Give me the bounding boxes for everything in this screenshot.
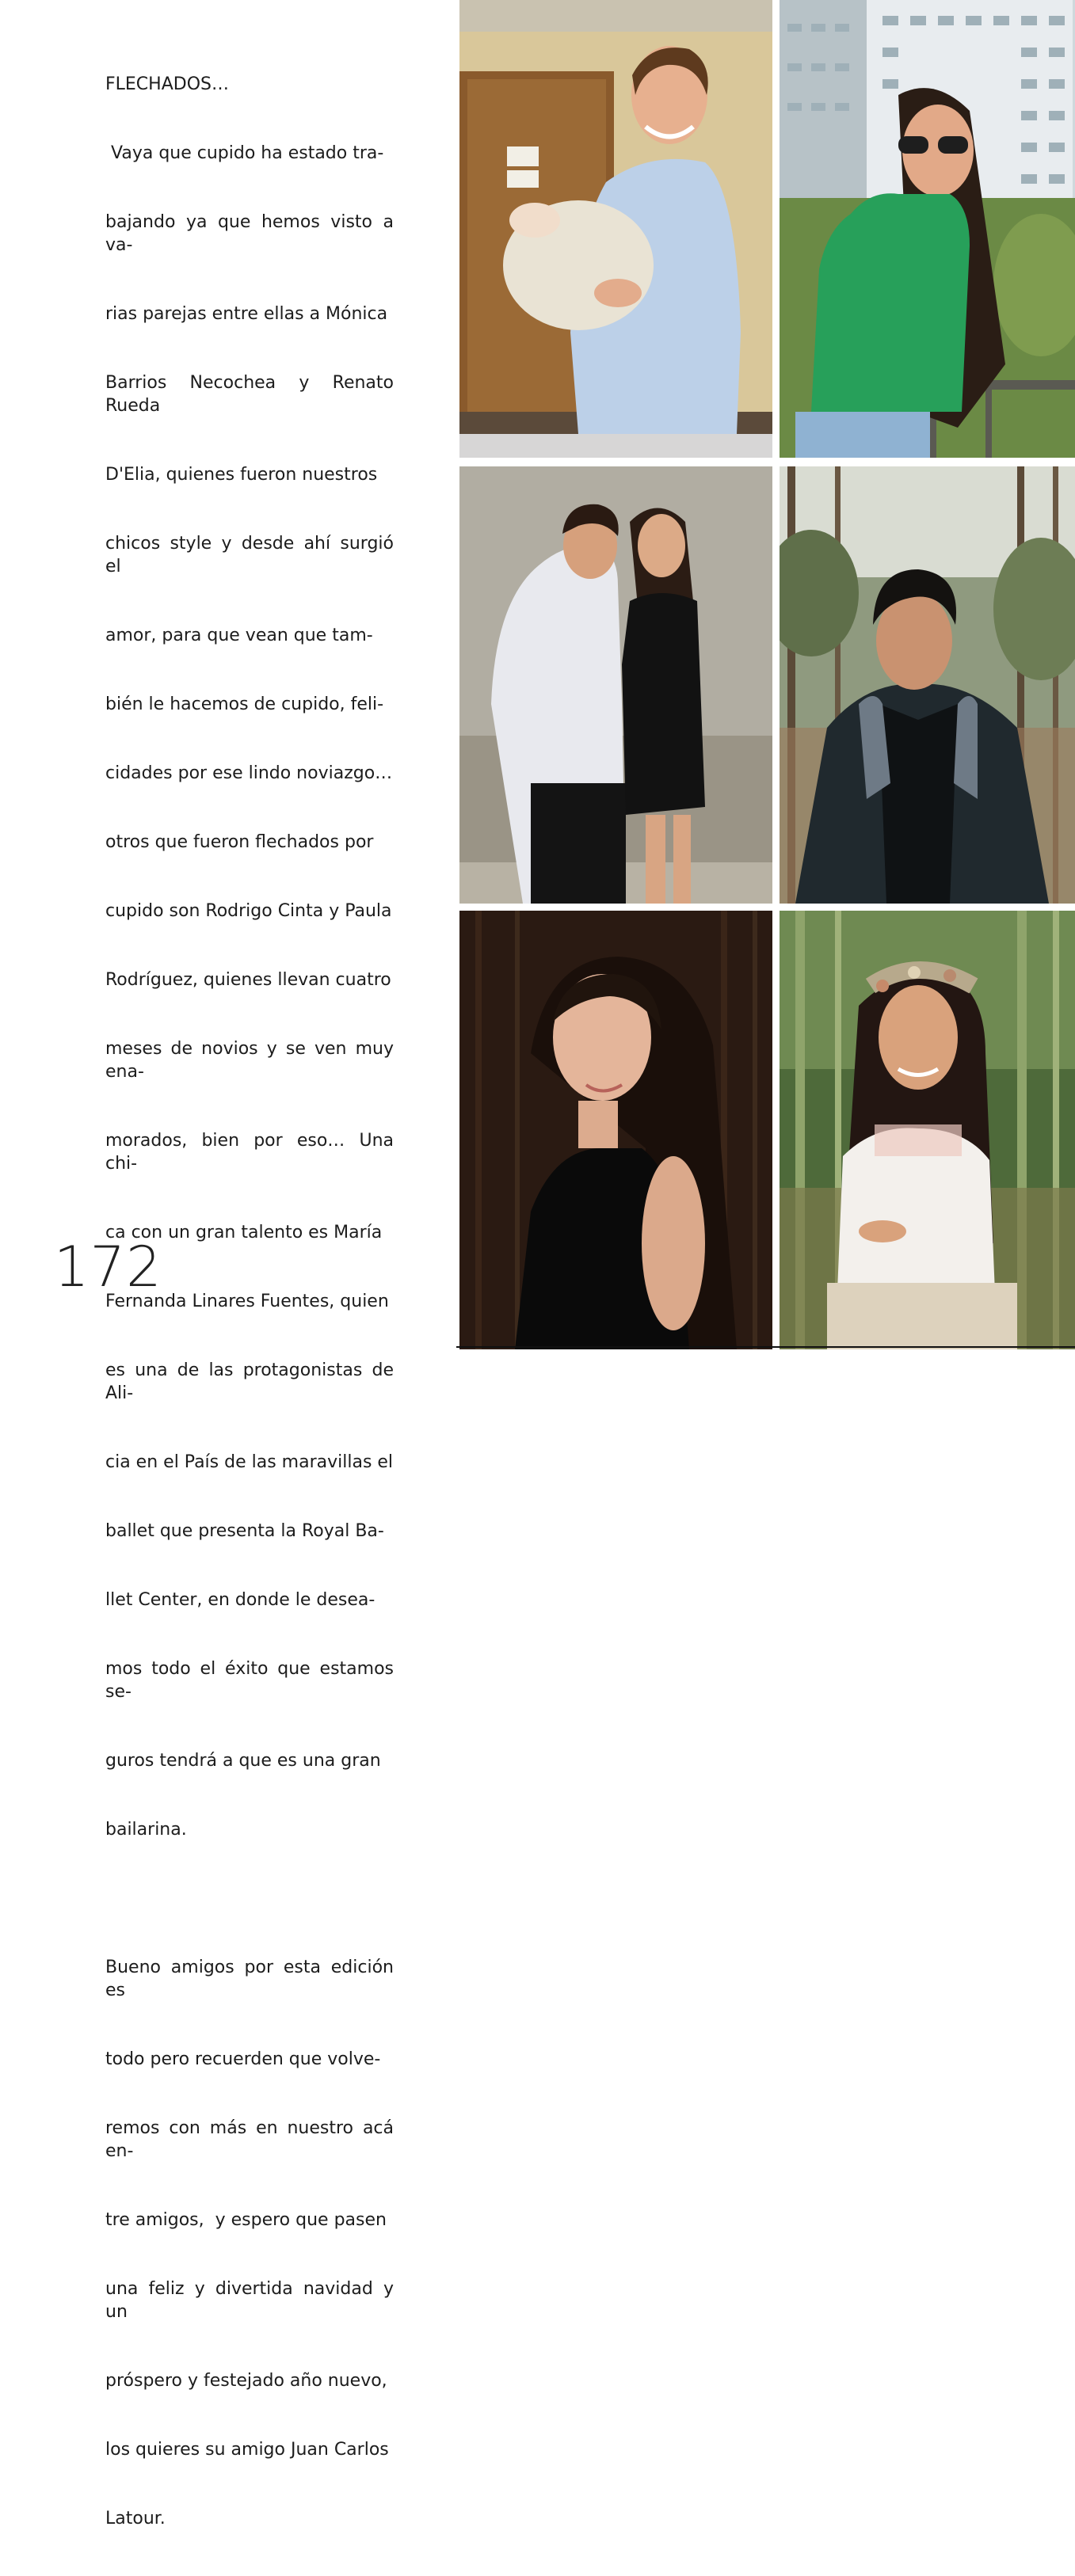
body-line: ballet que presenta la Royal Ba- — [105, 1521, 384, 1541]
photo-girl-black-dress — [459, 911, 772, 1349]
page-number: 172 — [54, 1235, 162, 1299]
body-line: mos todo el éxito que estamos se- — [105, 1659, 399, 1702]
photo-young-man-forest — [780, 466, 1075, 904]
closing-line: próspero y festejado año nuevo, — [105, 2371, 387, 2391]
body-line: es una de las protagonistas de Ali- — [105, 1360, 399, 1403]
body-line: cidades por ese lindo noviazgo… — [105, 763, 393, 783]
body-line: Vaya que cupido ha estado tra- — [105, 143, 384, 163]
closing-line: Bueno amigos por esta edición es — [105, 1958, 399, 2000]
photo-couple-portrait — [459, 466, 772, 904]
photo-icon — [459, 466, 772, 904]
closing-line: Latour. — [105, 2509, 166, 2528]
closing-line: una feliz y divertida navidad y un — [105, 2279, 399, 2322]
body-line: D'Elia, quienes fueron nuestros — [105, 465, 378, 485]
body-line: morados, bien por eso… Una chi- — [105, 1131, 399, 1174]
body-line: cia en el País de las maravillas el — [105, 1452, 394, 1472]
body-line: otros que fueron flechados por — [105, 832, 374, 852]
body-line: chicos style y desde ahí surgió el — [105, 534, 405, 576]
photo-girl-flower-crown — [780, 911, 1075, 1349]
body-line: amor, para que vean que tam- — [105, 626, 373, 645]
closing-line: todo pero recuerden que volve- — [105, 2049, 381, 2069]
photo-woman-green-top — [780, 0, 1075, 458]
body-line: Rodríguez, quienes llevan cuatro — [105, 970, 391, 990]
body-line: bién le hacemos de cupido, feli- — [105, 694, 384, 714]
closing-line: remos con más en nuestro acá en- — [105, 2118, 399, 2161]
article-heading: FLECHADOS… — [105, 74, 229, 94]
page-rule — [456, 1346, 1075, 1348]
photo-icon — [780, 911, 1075, 1349]
article-text — [105, 73, 405, 2576]
body-line: llet Center, en donde le desea- — [105, 1590, 375, 1610]
body-line: ca con un gran talento es María — [105, 1223, 383, 1242]
photo-icon — [780, 466, 1075, 904]
closing-paragraph — [105, 1910, 399, 2576]
body-line: Barrios Necochea y Renato Rueda — [105, 373, 399, 416]
photo-icon — [780, 0, 1075, 458]
photo-icon — [459, 911, 772, 1349]
body-line: rias parejas entre ellas a Mónica — [105, 304, 388, 324]
body-line: bailarina. — [105, 1820, 187, 1840]
article-body — [105, 96, 405, 1887]
body-line: guros tendrá a que es una gran — [105, 1751, 381, 1771]
body-line: Fernanda Linares Fuentes, quien — [105, 1292, 389, 1311]
body-line: bajando ya que hemos visto a va- — [105, 212, 399, 255]
photo-icon — [459, 0, 772, 458]
photo-man-holding-newborn — [459, 0, 772, 458]
closing-line: tre amigos, y espero que pasen — [105, 2210, 387, 2230]
closing-line: los quieres su amigo Juan Carlos — [105, 2440, 389, 2460]
body-line: meses de novios y se ven muy ena- — [105, 1039, 399, 1082]
body-line: cupido son Rodrigo Cinta y Paula — [105, 901, 392, 921]
